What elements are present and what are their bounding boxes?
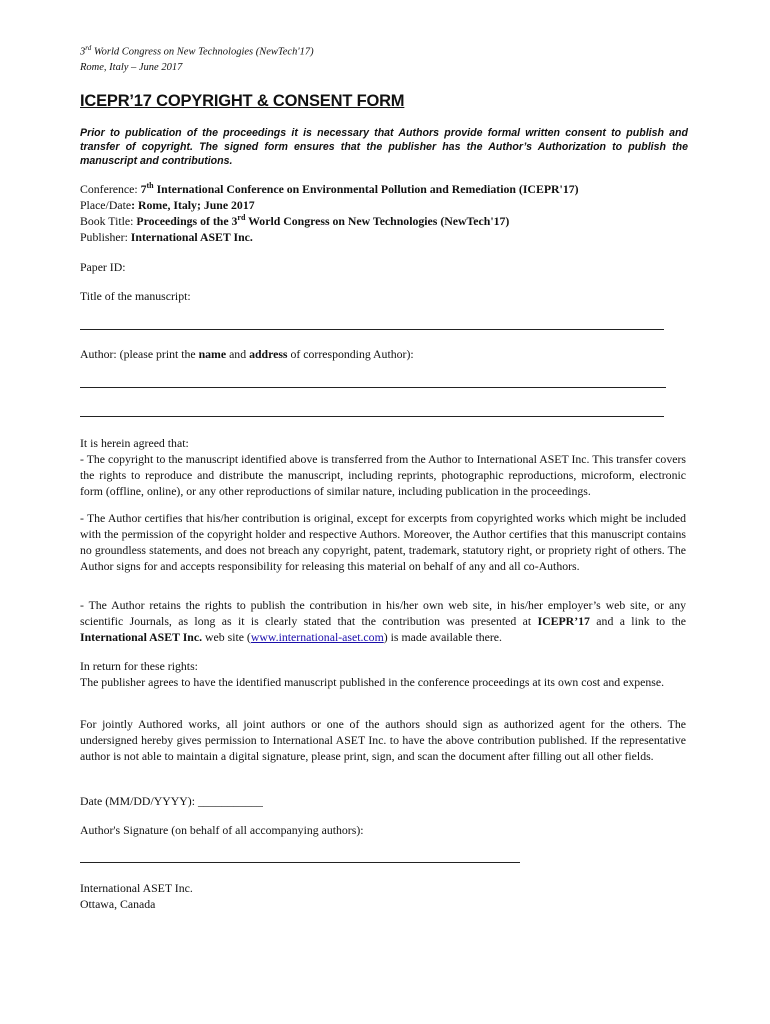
date-field[interactable]: ___________ [197,794,263,808]
publisher-rights-section [80,658,686,690]
intro-paragraph: Prior to publication of the proceedings it is necessary that Authors provide formal written consent to publish and transfer of copyright. The signed form ensures that the publisher has the Author’s Authorization to publish the manuscript and contributions. [80,127,688,167]
manuscript-title-field[interactable] [80,329,664,330]
agreement-clause-originality: - The Author certifies that his/her contribution is original, except for excerpts from copyrighted works which might be included with the permission of the copyright holder and respective Authors. Moreover, the Author certifies that this manuscript contains no groundless statements, and does not breach any copyright, patent, trademark, statutory right, or propriety right of others. The Author signs for and accepts responsibility for releasing this material on behalf of any and all co-Authors. [80,511,686,573]
footer-city: Ottawa, Canada [80,897,156,911]
place-date-line: Place/Date: Rome, Italy; June 2017 [80,198,255,212]
footer-org: International ASET Inc. [80,881,193,895]
signature-label: Author's Signature (on behalf of all accompanying authors): [80,823,364,837]
date-label: Date (MM/DD/YYYY): [80,794,198,808]
footer-address [80,880,193,912]
joint-authors-paragraph: For jointly Authored works, all joint authors or one of the authors should sign as authorized agent for the others. The undersigned hereby gives permission to International ASET Inc. to have the above contribution published. If the representative author is not able to maintain a digital signature, please print, sign, and scan the document after filling out all other fields. [80,717,686,763]
manuscript-title-label: Title of the manuscript: [80,289,191,303]
rights-heading: In return for these rights: [80,659,198,673]
book-title-line: Book Title: Proceedings of the 3rd World Congress on New Technologies (NewTech'17) [80,213,510,228]
agreement-clause-retained-rights: - The Author retains the rights to publish the contribution in his/her own web site, in his/her employer’s web site, or any scientific Journals, as long as it is clearly stated that the contribution was presented at ICEPR’17 and a link to the International ASET Inc. web site (www.international-aset.com) is made available there. [80,598,686,644]
agreement-section [80,435,686,499]
date-line [80,793,263,809]
conference-info [80,181,579,245]
signature-field[interactable] [80,862,520,863]
conference-line: Conference: 7th International Conference on Environmental Pollution and Remediation (ICEPR'17) [80,181,579,196]
agreement-heading: It is herein agreed that: [80,436,189,450]
rights-text: The publisher agrees to have the identified manuscript published in the conference proceedings at its own cost and expense. [80,675,665,689]
page-title: ICEPR’17 COPYRIGHT & CONSENT FORM [80,92,405,110]
author-label: Author: (please print the name and address of corresponding Author): [80,347,414,361]
aset-website-link[interactable]: www.international-aset.com [250,630,384,644]
publisher-line: Publisher: International ASET Inc. [80,230,253,244]
author-field-line-1[interactable] [80,387,666,388]
author-field-line-2[interactable] [80,416,664,417]
agreement-clause-copyright: - The copyright to the manuscript identified above is transferred from the Author to International ASET Inc. This transfer covers the rights to reproduce and distribute the manuscript, including reprints, photographic reproductions, microform, electronic form (offline, online), or any other reproductions of similar nature, including publication in the proceedings. [80,452,686,498]
document-header [80,41,314,75]
header-location: Rome, Italy – June 2017 [80,61,183,73]
paper-id-label: Paper ID: [80,260,126,274]
header-congress: 3rd World Congress on New Technologies (NewTech'17) [80,44,314,58]
